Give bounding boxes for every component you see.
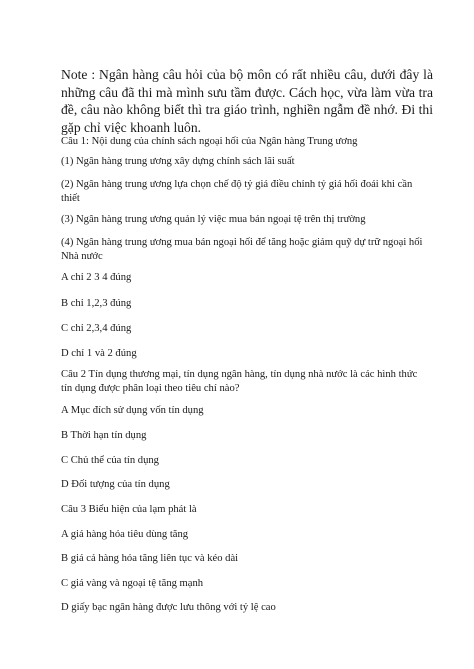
note-paragraph: Note : Ngân hàng câu hỏi của bộ môn có rất nhiều câu, dưới đây là những câu đã thi mà mình sưu tầm được. Cách học, vừa làm vừa tra đề, câu nào không biết thì tra giáo trình, nghiền ngẫm đề nhớ. Đi thi gặp chỉ việc khoanh luôn. [61, 67, 433, 135]
question-1-statement-2: (2) Ngân hàng trung ương lựa chọn chế độ tỷ giá điều chỉnh tỷ giá hối đoái khi cần thiết [61, 179, 413, 204]
question-1-statement-3: (3) Ngân hàng trung ương quản lý việc mua bán ngoại tệ trên thị trường [61, 214, 366, 225]
question-3: Câu 3 Biểu hiện của lạm phát là [61, 504, 197, 515]
question-1-option-d: D chỉ 1 và 2 đúng [61, 348, 137, 359]
question-3-option-b: B giá cả hàng hóa tăng liên tục và kéo dài [61, 553, 239, 564]
question-2-option-b: B Thời hạn tín dụng [61, 430, 147, 441]
question-1-option-c: C chỉ 2,3,4 đúng [61, 323, 132, 334]
question-1-option-b: B chỉ 1,2,3 đúng [61, 298, 132, 309]
question-2-option-d: D Đối tượng của tín dụng [61, 479, 170, 490]
question-1-statement-1: (1) Ngân hàng trung ương xây dựng chính sách lãi suất [61, 156, 295, 167]
question-2-option-a: A Mục đích sử dụng vốn tín dụng [61, 405, 204, 416]
question-3-option-d: D giấy bạc ngân hàng được lưu thông với tỷ lệ cao [61, 602, 276, 613]
question-2-option-c: C Chủ thể của tín dụng [61, 455, 159, 466]
question-1-option-a: A chỉ 2 3 4 đúng [61, 272, 132, 283]
question-1: Câu 1: Nội dung của chính sách ngoại hối của Ngân hàng Trung ương [61, 136, 358, 147]
question-3-option-a: A giá hàng hóa tiêu dùng tăng [61, 529, 189, 540]
question-1-statement-4: (4) Ngân hàng trung ương mua bán ngoại hối để tăng hoặc giảm quỹ dự trữ ngoại hối Nhà nước [61, 237, 423, 262]
question-2: Câu 2 Tín dụng thương mại, tín dụng ngân hàng, tín dụng nhà nước là các hình thức tín dụng được phân loại theo tiêu chí nào? [61, 369, 418, 394]
question-3-option-c: C giá vàng và ngoại tệ tăng mạnh [61, 578, 204, 589]
